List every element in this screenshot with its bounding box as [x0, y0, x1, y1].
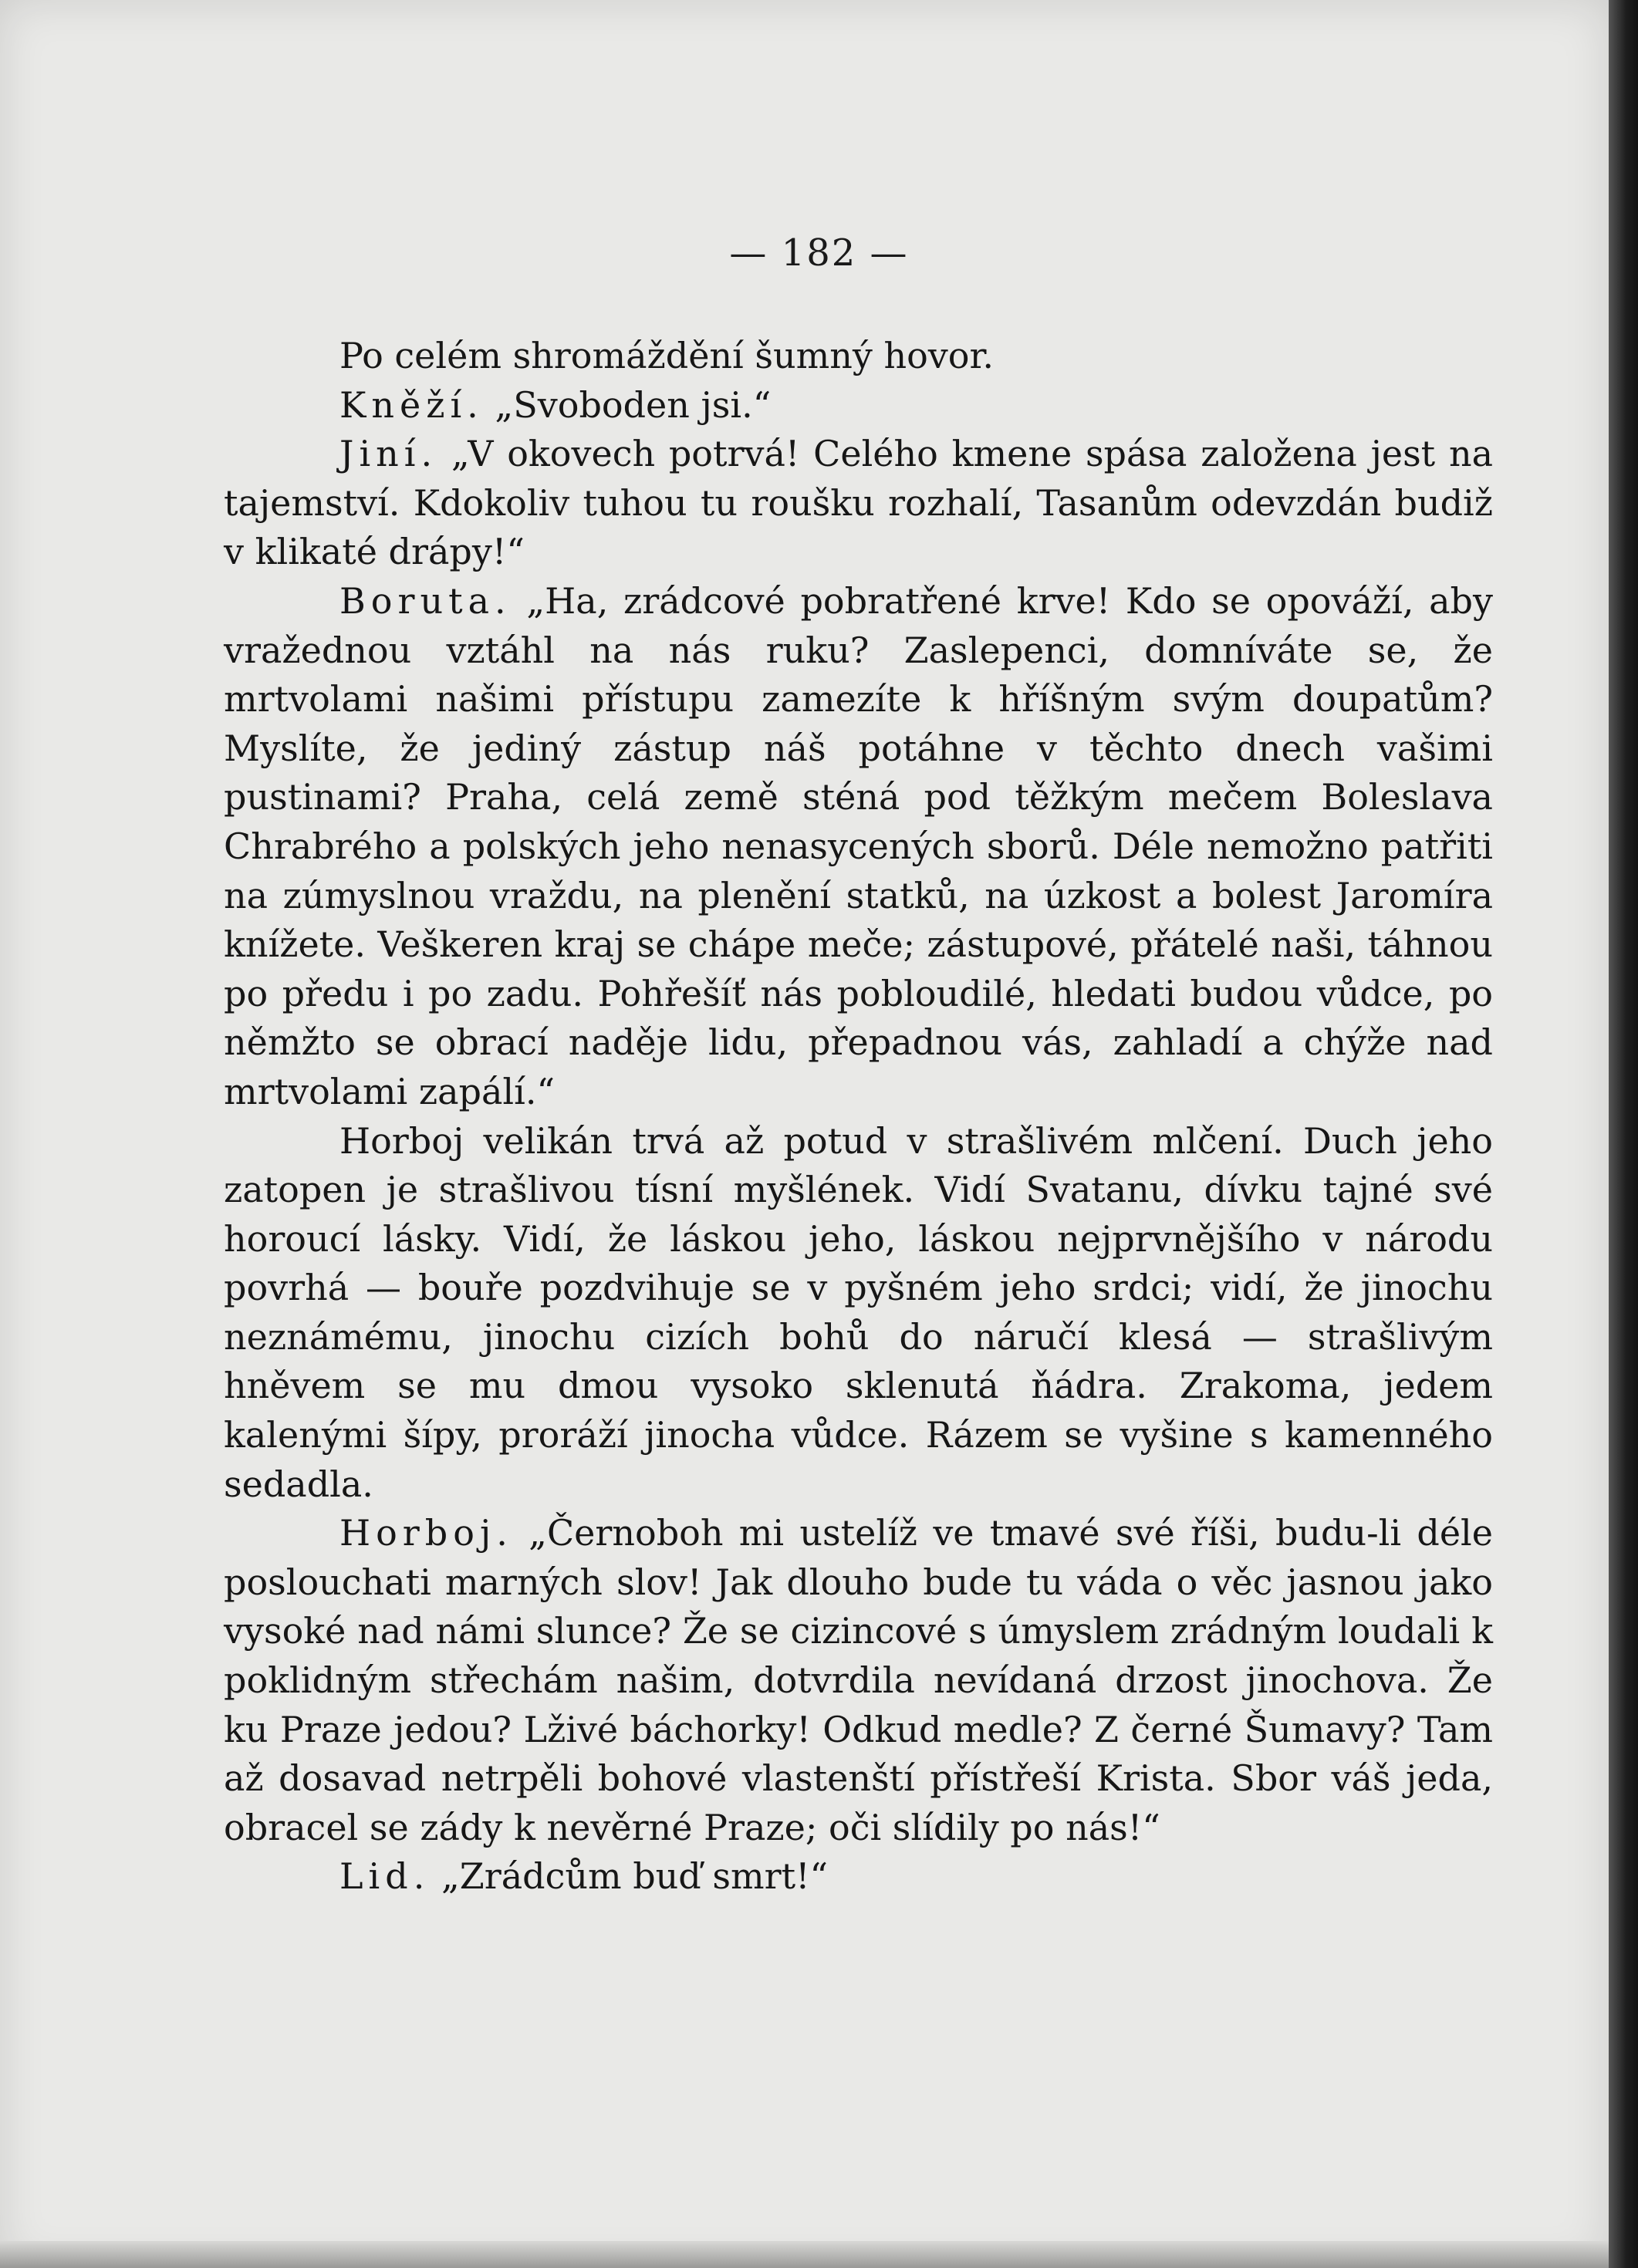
speaker-name: Lid.: [339, 1855, 431, 1898]
body-text: [224, 332, 1493, 1902]
paragraph: [224, 332, 1493, 381]
paragraph-text: Po celém shromáždění šumný hovor.: [339, 335, 995, 376]
speaker-name: Boruta.: [339, 579, 512, 622]
speaker-name: Horboj.: [339, 1512, 513, 1554]
paragraph: [224, 1509, 1493, 1852]
paragraph-text: „Zrádcům buď smrt!“: [430, 1855, 829, 1898]
paragraph: [224, 430, 1493, 577]
paragraph-text: „Ha, zrádcové pobratřené krve! Kdo se opováží, aby vražednou vztáhl na nás ruku? Zaslepenci, domníváte se, že mrtvolami našimi přístupu zamezíte k hříšným svým doupatům? Myslíte, že jediný zástup náš potáhne v těchto dnech vašimi pustinami? Praha, celá země sténá pod těžkým mečem Boleslava Chrabrého a polských jeho nenasycených sborů. Déle nemožno patřiti na zúmyslnou vraždu, na plenění statků, na úzkost a bolest Jaromíra knížete. Veškeren kraj se chápe meče; zástupové, přátelé naši, táhnou po předu i po zadu. Pohřešíť nás pobloudilé, hledati budou vůdce, po němžto se obrací naděje lidu, přepadnou vás, zahladí a chýže nad mrtvolami zapálí.“: [224, 579, 1493, 1112]
paragraph: [224, 577, 1493, 1117]
page-number: — 182 —: [729, 231, 909, 275]
page-bottom-edge: [0, 2241, 1609, 2268]
speaker-name: Jiní.: [339, 433, 438, 475]
paragraph-text: „V okovech potrvá! Celého kmene spása založena jest na tajemství. Kdokoliv tuhou tu roušku rozhalí, Tasanům odevzdán budiž v klikaté drápy!“: [224, 433, 1493, 573]
paragraph: [224, 381, 1493, 430]
paragraph-text: Horboj velikán trvá až potud v strašlivém mlčení. Duch jeho zatopen je strašlivou tísní myšlének. Vidí Svatanu, dívku tajné své horoucí lásky. Vidí, že láskou jeho, láskou nejprvnějšího v národu povrhá — bouře pozdvihuje se v pyšném jeho srdci; vidí, že jinochu neznámému, jinochu cizích bohů do náručí klesá — strašlivým hněvem se mu dmou vysoko sklenutá ňádra. Zrakoma, jedem kalenými šípy, proráží jinocha vůdce. Rázem se vyšine s kamenného sedadla.: [224, 1119, 1493, 1505]
paragraph-text: „Černoboh mi ustelíž ve tmavé své říši, budu-li déle poslouchati marných slov! Jak dlouho bude tu váda o věc jasnou jako vysoké nad námi slunce? Že se cizincové s úmyslem zrádným loudali k poklidným střechám našim, dotvrdila nevídaná drzost jinochova. Že ku Praze jedou? Lživé báchorky! Odkud medle? Z černé Šumavy? Tam až dosavad netrpěli bohové vlastenští přístřeší Krista. Sbor váš jeda, obracel se zády k nevěrné Praze; oči slídily po nás!“: [224, 1512, 1493, 1848]
page-edge-shadow: [1609, 0, 1638, 2268]
speaker-name: Kněží.: [339, 383, 484, 426]
paragraph: [224, 1117, 1493, 1510]
paragraph-text: „Svoboden jsi.“: [483, 383, 772, 426]
paragraph: [224, 1852, 1493, 1902]
